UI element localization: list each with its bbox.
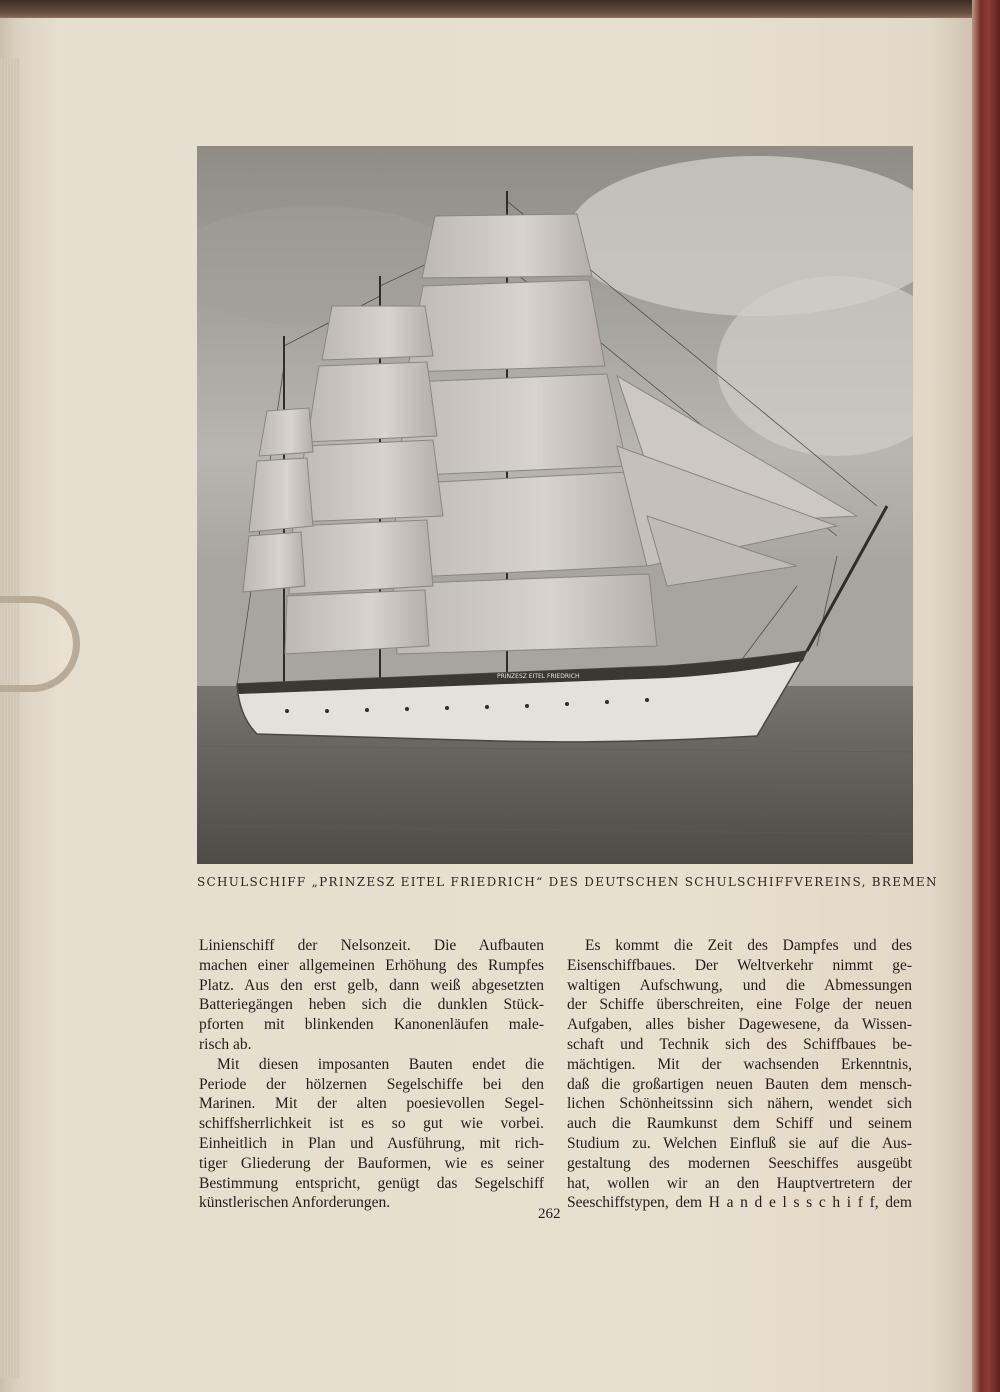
text-line: waltigen Aufschwung, und die Abmessungen: [567, 976, 912, 994]
ship-photograph: [197, 146, 913, 864]
page-edges: [0, 58, 20, 1378]
right-text-column: [567, 936, 912, 1213]
text-line: daß die großartigen neuen Bauten dem mensch-: [567, 1075, 912, 1093]
text-line: Linienschiff der Nelsonzeit. Die Aufbauten: [199, 937, 544, 954]
text-line: Aufgaben, alles bisher Dagewesene, da Wissen-: [567, 1016, 912, 1034]
text-line: Einheitlich in Plan und Ausführung, mit rich-: [199, 1134, 544, 1152]
page-number: 262: [538, 1206, 561, 1222]
text-line: Studium zu. Welchen Einfluß sie auf die Aus-: [567, 1134, 912, 1152]
text-line: Platz. Aus den erst gelb, dann weiß abgesetzten: [199, 976, 544, 994]
text-line: gestaltung des modernen Seeschiffes ausgeübt: [567, 1154, 912, 1172]
text-line: Periode der hölzernen Segelschiffe bei den: [199, 1075, 544, 1093]
text-line: Eisenschiffbaues. Der Weltverkehr nimmt ge-: [567, 956, 912, 974]
text-line: tiger Gliederung der Bauformen, wie es seiner: [199, 1154, 544, 1172]
text-line: machen einer allgemeinen Erhöhung des Rumpfes: [199, 956, 544, 974]
text-line: künstlerischen Anforderungen.: [199, 1194, 391, 1212]
text-line: schaft und Technik sich des Schiffbaues be-: [567, 1035, 912, 1053]
text-line: schiffsherrlichkeit ist es so gut wie vorbei.: [199, 1115, 544, 1133]
text-line: Mit diesen imposanten Bauten endet die: [217, 1055, 544, 1073]
text-line: auch die Raumkunst dem Schiff und seinem: [567, 1115, 912, 1133]
text-line: hat, wollen wir an den Hauptvertretern der: [567, 1174, 912, 1192]
text-line: mächtigen. Mit der wachsenden Erkenntnis,: [567, 1055, 912, 1073]
text-line: Es kommt die Zeit des Dampfes und des: [585, 937, 912, 954]
text-line: lichen Schönheitssinn sich nähern, wendet sich: [567, 1095, 912, 1113]
hull-lettering: PRINZESZ EITEL FRIEDRICH: [497, 673, 580, 680]
text-line: Marinen. Mit der alten poesievollen Segel-: [199, 1095, 544, 1113]
ship-illustration: [197, 146, 913, 864]
text-line: pforten mit blinkenden Kanonenläufen male-: [199, 1016, 544, 1034]
text-line: Batteriegängen heben sich die dunklen Stück-: [199, 996, 544, 1014]
text-line: risch ab.: [199, 1035, 252, 1053]
text-line: Seeschiffstypen, dem H a n d e l s s c h i f f, dem: [567, 1194, 912, 1212]
text-line: der Schiffe überschreiten, eine Folge der neuen: [567, 996, 912, 1014]
book-cover-edge: [972, 0, 1000, 1392]
figure-caption: SCHULSCHIFF „PRINZESZ EITEL FRIEDRICH“ DES DEUTSCHEN SCHULSCHIFFVEREINS, BREMEN: [197, 875, 938, 889]
left-text-column: [199, 936, 544, 1213]
text-line: Bestimmung entspricht, genügt das Segelschiff: [199, 1174, 544, 1192]
